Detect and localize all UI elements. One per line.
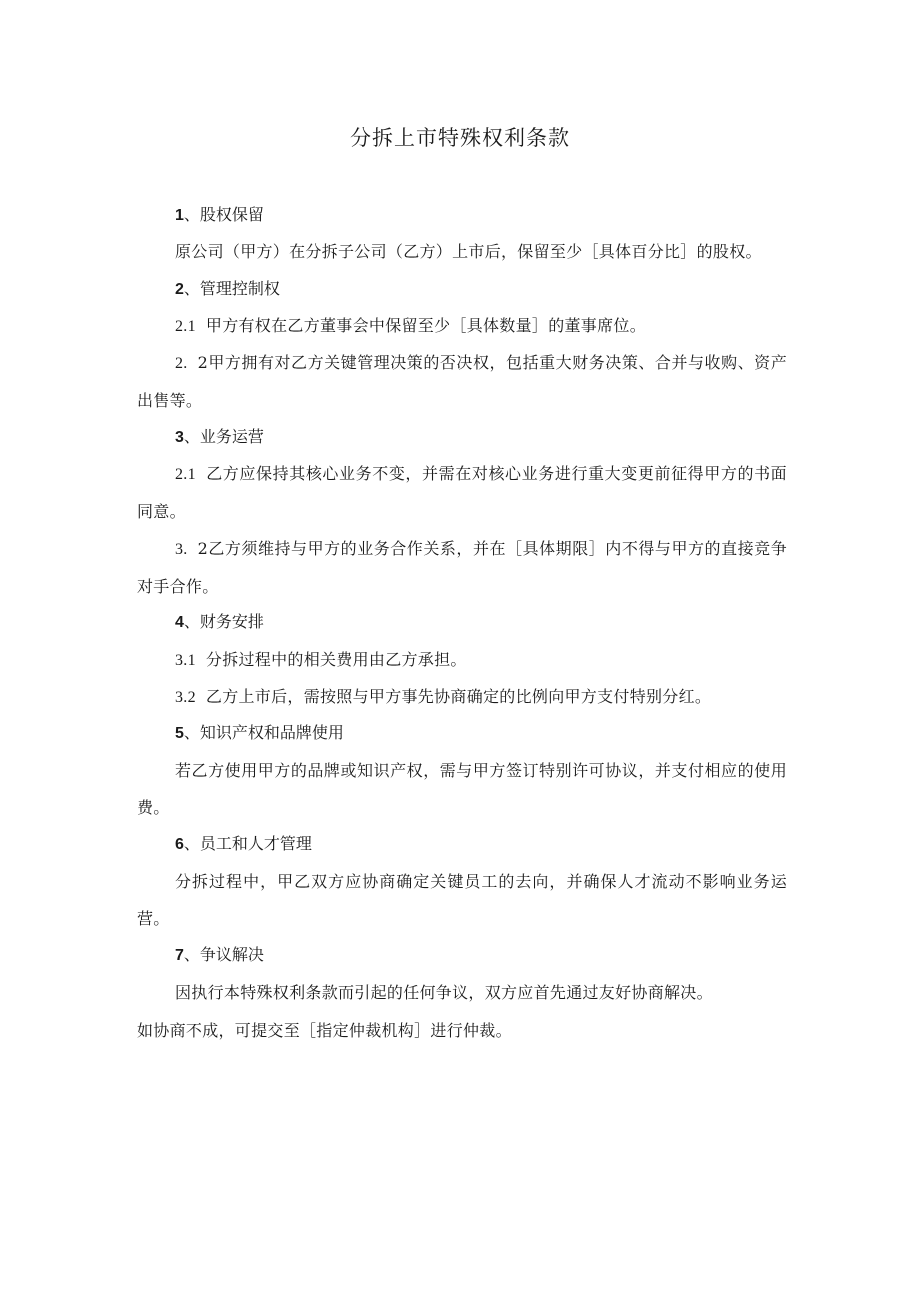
paragraph [137, 752, 787, 826]
section-title: 、争议解决 [183, 945, 264, 964]
section-title: 、财务安排 [183, 612, 264, 631]
section-number: 2 [175, 281, 184, 298]
section-heading-5 [175, 722, 344, 745]
paragraph-text: 分拆过程中的相关费用由乙方承担。 [205, 650, 467, 669]
paragraph [137, 233, 787, 270]
section-title: 、管理控制权 [183, 279, 280, 298]
paragraph-text: 2乙方须维持与甲方的业务合作关系，并在［具体期限］内不得与甲方的直接竞争对手合作。 [137, 539, 787, 596]
paragraph-text: 因执行本特殊权利条款而引起的任何争议，双方应首先通过友好协商解决。 [175, 983, 713, 1002]
paragraph-text: 乙方上市后，需按照与甲方事先协商确定的比例向甲方支付特别分红。 [205, 687, 712, 706]
section-heading-4 [175, 611, 264, 634]
paragraph [137, 641, 787, 679]
paragraph [137, 344, 787, 419]
section-heading-6 [175, 833, 312, 856]
paragraph-text: 如协商不成，可提交至［指定仲裁机构］进行仲裁。 [137, 1021, 512, 1040]
section-number: 1 [175, 207, 184, 224]
paragraph-text: 甲方有权在乙方董事会中保留至少［具体数量］的董事席位。 [205, 316, 647, 335]
paragraph-text: 原公司（甲方）在分拆子公司（乙方）上市后，保留至少［具体百分比］的股权。 [175, 242, 762, 261]
section-number: 6 [175, 836, 184, 853]
paragraph-text: 2甲方拥有对乙方关键管理决策的否决权，包括重大财务决策、合并与收购、资产出售等。 [137, 353, 787, 410]
clause-number: 3.1 [175, 652, 196, 669]
paragraph-text: 乙方应保持其核心业务不变，并需在对核心业务进行重大变更前征得甲方的书面同意。 [137, 464, 787, 521]
section-heading-2 [175, 278, 280, 301]
section-number: 5 [175, 725, 184, 742]
section-title: 、业务运营 [183, 427, 264, 446]
paragraph-text: 分拆过程中，甲乙双方应协商确定关键员工的去向，并确保人才流动不影响业务运营。 [137, 872, 787, 928]
section-title: 、知识产权和品牌使用 [183, 723, 344, 742]
section-heading-7 [175, 944, 264, 967]
section-number: 7 [175, 947, 184, 964]
paragraph [137, 455, 787, 530]
paragraph-text: 若乙方使用甲方的品牌或知识产权，需与甲方签订特别许可协议，并支付相应的使用费。 [137, 761, 787, 817]
section-title: 、员工和人才管理 [183, 834, 312, 853]
paragraph [137, 307, 787, 345]
clause-number: 2. [175, 355, 188, 372]
clause-number: 2.1 [175, 318, 196, 335]
section-number: 3 [175, 429, 184, 446]
section-heading-1 [175, 204, 264, 227]
section-title: 、股权保留 [183, 205, 264, 224]
paragraph [137, 974, 787, 1011]
clause-number: 2.1 [175, 466, 196, 483]
clause-number: 3.2 [175, 689, 196, 706]
clause-number: 3. [175, 541, 188, 558]
paragraph [137, 863, 787, 937]
section-heading-3 [175, 426, 264, 449]
paragraph [137, 1012, 787, 1049]
paragraph [137, 678, 787, 716]
document-title: 分拆上市特殊权利条款 [350, 126, 570, 150]
section-number: 4 [175, 614, 184, 631]
paragraph [137, 530, 787, 605]
